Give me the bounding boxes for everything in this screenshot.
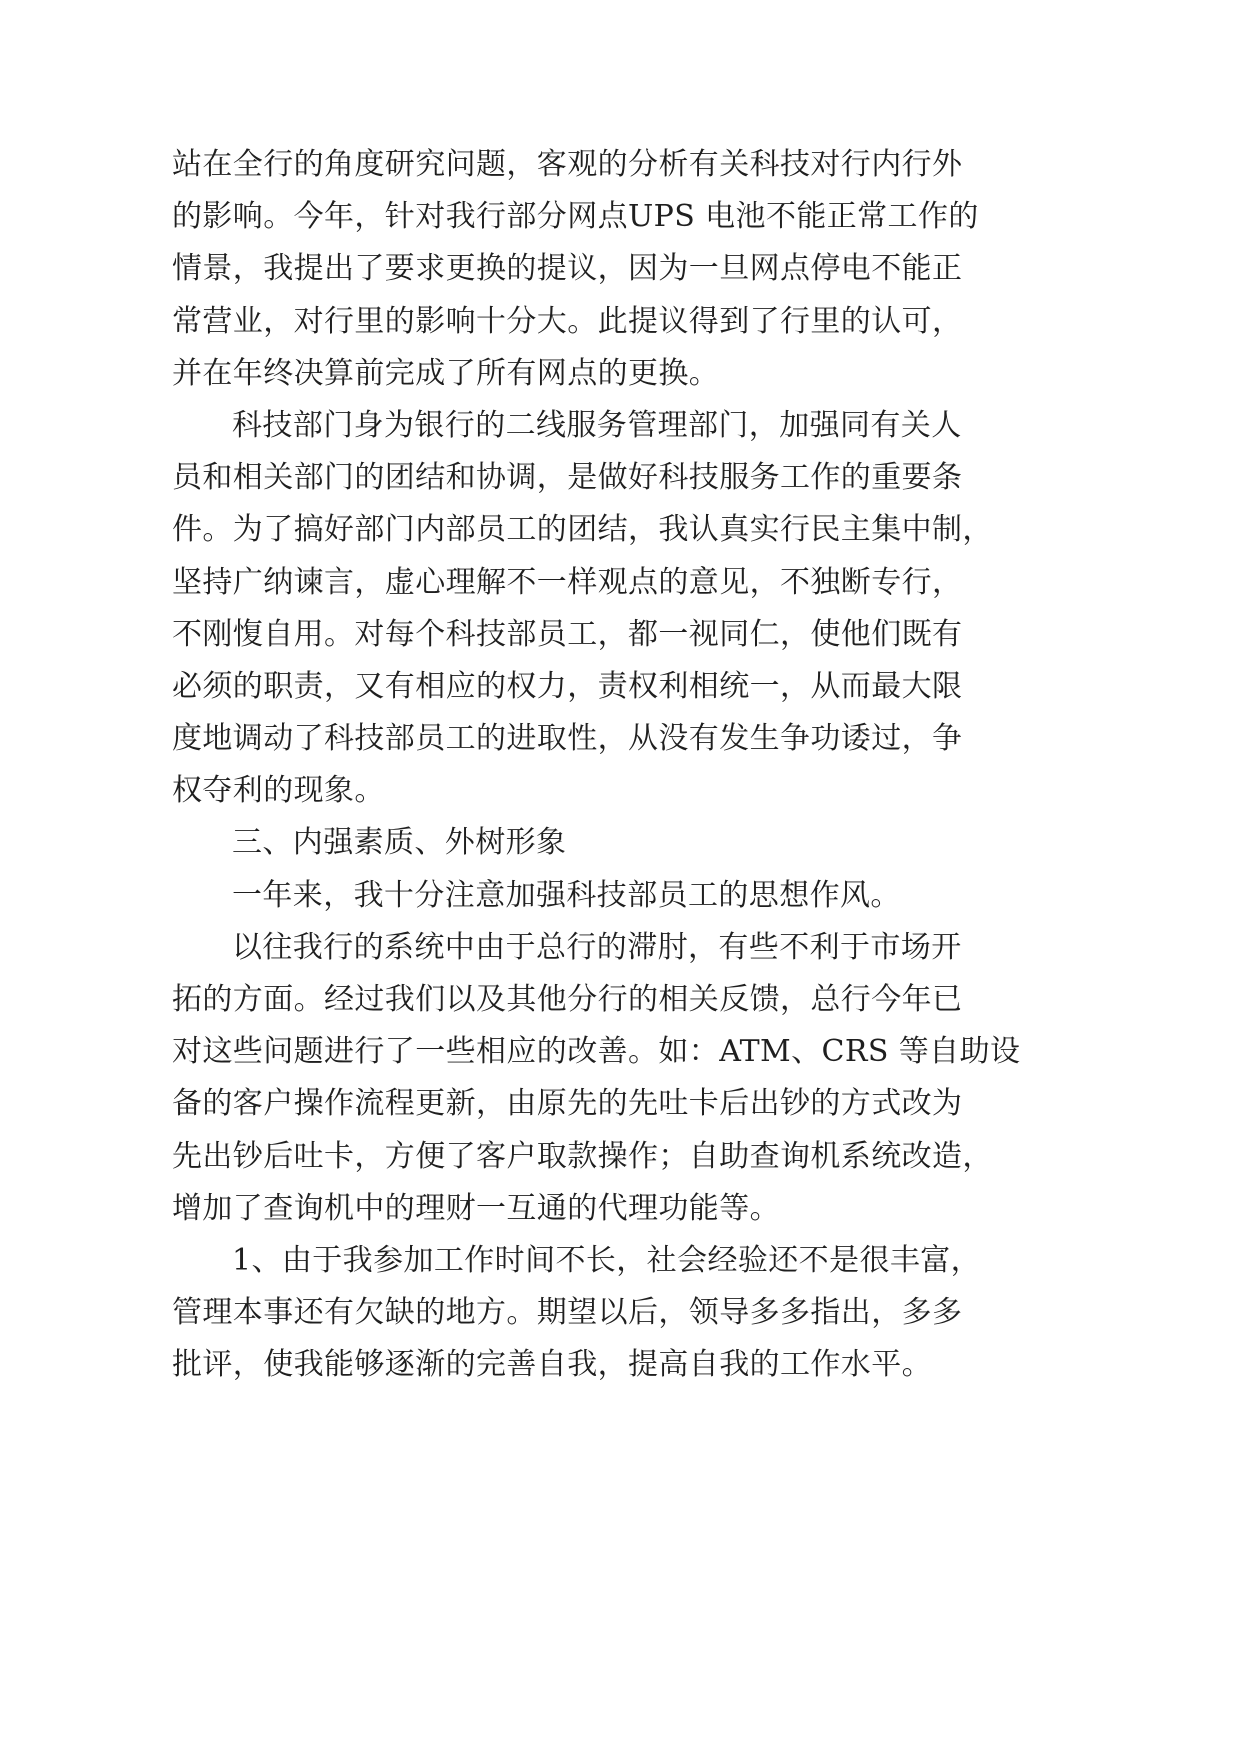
text-line: 先出钞后吐卡，方便了客户取款操作；自助查询机系统改造，: [172, 1138, 993, 1174]
text-line: 备的客户操作流程更新，由原先的先吐卡后出钞的方式改为: [172, 1086, 963, 1122]
text-line: 站在全行的角度研究问题，客观的分析有关科技对行内行外: [172, 147, 963, 182]
text-line: 必须的职责，又有相应的权力，责权利相统一，从而最大限: [172, 668, 963, 704]
text-line: 1、由于我参加工作时间不长，社会经验还不是很丰富，: [232, 1242, 982, 1278]
paragraph: [172, 922, 1241, 1235]
text-line: 对这些问题进行了一些相应的改善。如：ATM、CRS 等自助设: [172, 1034, 1021, 1070]
text-line: 员和相关部门的团结和协调，是做好科技服务工作的重要条: [172, 460, 963, 496]
paragraph: [172, 1235, 1241, 1392]
text-line: 情景，我提出了要求更换的提议，因为一旦网点停电不能正: [172, 251, 963, 287]
paragraph: [172, 400, 1241, 818]
text-line: 坚持广纳谏言，虚心理解不一样观点的意见，不独断专行，: [172, 564, 963, 600]
text-line: 常营业，对行里的影响十分大。此提议得到了行里的认可，: [172, 303, 963, 339]
text-line: 并在年终决算前完成了所有网点的更换。: [172, 355, 720, 391]
text-line: 科技部门身为银行的二线服务管理部门，加强同有关人: [232, 407, 962, 443]
text-line: 以往我行的系统中由于总行的滞肘，有些不利于市场开: [232, 929, 962, 965]
text-line: 权夺利的现象。: [172, 773, 385, 809]
text-line: 批评，使我能够逐渐的完善自我，提高自我的工作水平。: [172, 1347, 932, 1383]
heading-text: 三、内强素质、外树形象: [232, 825, 567, 861]
text-line: 增加了查询机中的理财一互通的代理功能等。: [172, 1190, 780, 1226]
text-line: 拓的方面。经过我们以及其他分行的相关反馈，总行今年已: [172, 982, 963, 1017]
section-heading: [172, 817, 1241, 869]
text-line: 件。为了搞好部门内部员工的团结，我认真实行民主集中制，: [172, 512, 993, 548]
text-line: 不刚愎自用。对每个科技部员工，都一视同仁，使他们既有: [172, 616, 963, 652]
text-line: 度地调动了科技部员工的进取性，从没有发生争功诿过，争: [172, 721, 963, 757]
text-line: 一年来，我十分注意加强科技部员工的思想作风。: [232, 877, 901, 913]
paragraph: [172, 870, 1241, 922]
text-line: 的影响。今年，针对我行部分网点UPS 电池不能正常工作的: [172, 199, 979, 235]
text-line: 管理本事还有欠缺的地方。期望以后，领导多多指出，多多: [172, 1295, 963, 1331]
paragraph-continuation: [172, 139, 1241, 400]
